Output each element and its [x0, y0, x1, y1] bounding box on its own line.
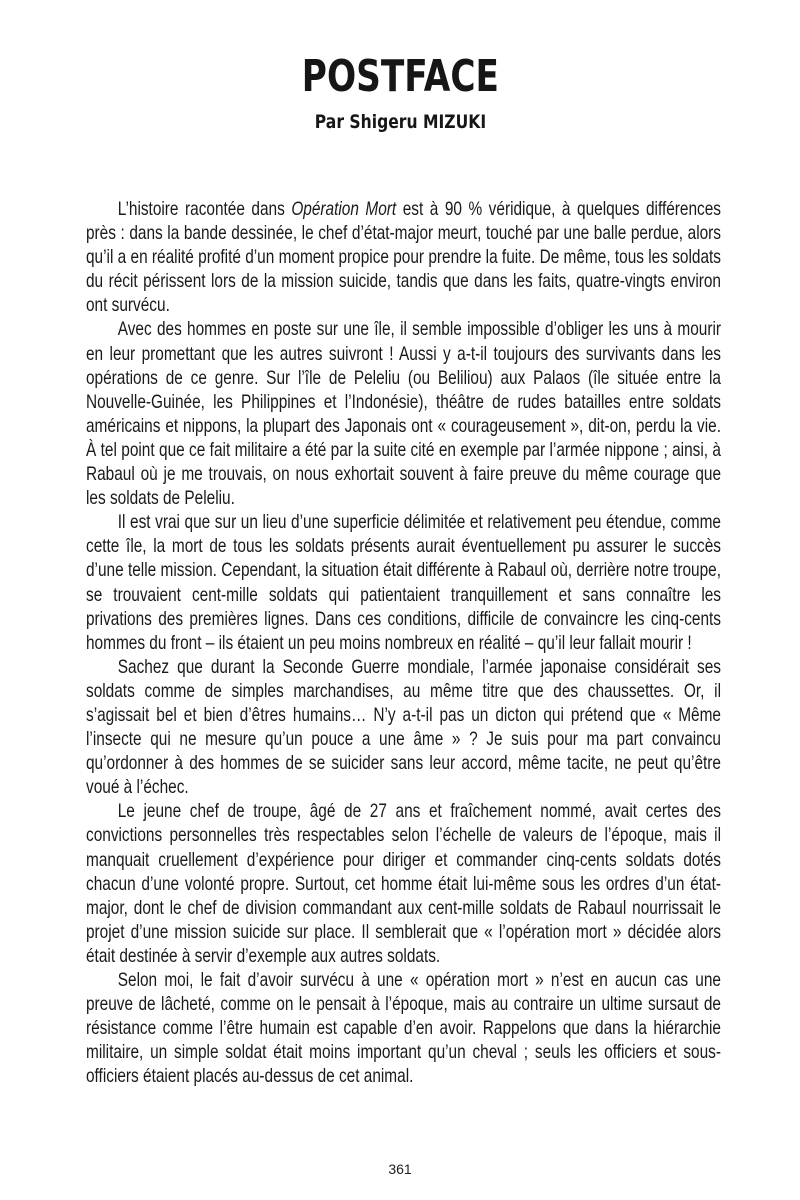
paragraph-3: Il est vrai que sur un lieu d’une superficie délimitée et relativement peu étendue, comme cette île, la mort de tous les soldats présents aurait éventuellement pu assurer le succès d’une telle mission. Cependant, la situation était différente à Rabaul où, derrière notre troupe, se trouvaient cent-mille soldats qui patientaient tranquillement et sans connaître les privations des premières lignes. Dans ces conditions, difficile de convaincre les cinq-cents hommes du front – ils étaient un peu moins nombreux en réalité – qu’il leur fallait mourir !: [86, 511, 721, 654]
paragraph-4: Sachez que durant la Seconde Guerre mondiale, l’armée japonaise considérait ses soldats comme de simples marchandises, au même titre que des chaussettes. Or, il s’agissait bel et bien d’êtres humains… N’y a-t-il pas un dicton qui prétend que « Même l’insecte qui ne mesure qu’un pouce a une âme » ? Je suis pour ma part convaincu qu’ordonner à des hommes de se suicider sans leur accord, même tacite, ne peut qu’être voué à l’échec.: [86, 655, 721, 799]
book-title-italic: Opération Mort: [291, 198, 397, 220]
paragraph-1: [86, 197, 721, 317]
body-text-inner: [86, 197, 721, 1088]
paragraph-5: Le jeune chef de troupe, âgé de 27 ans et fraîchement nommé, avait certes des convictions personnelles très respectables selon l’échelle de valeurs de l’époque, mais il manquait cruellement d’expérience pour diriger et commander cinq-cents soldats dotés chacun d’une volonté propre. Surtout, cet homme était lui-même sous les ordres d’un état-major, dont le chef de division commandant aux cent-mille soldats de Rabaul nourrissait le projet d’une mission suicide sur place. Il semblerait que « l’opération mort » décidée alors était destinée à servir d’exemple aux autres soldats.: [86, 800, 721, 967]
body-text: [86, 197, 721, 1117]
header: [0, 50, 800, 134]
paragraph-1-before: L’histoire racontée dans: [117, 198, 292, 220]
paragraph-1-after: est à 90 % véridique, à quelques différences près : dans la bande dessinée, le chef d’état-major meurt, touché par une balle perdue, alors qu’il a en réalité profité d’un moment propice pour prendre la fuite. De même, tous les soldats du récit périssent lors de la mission suicide, tandis que dans les faits, quatre-vingts environ ont survécu.: [86, 198, 722, 317]
paragraph-2: Avec des hommes en poste sur une île, il semble impossible d’obliger les uns à mourir en leur promettant que les autres suivront ! Aussi y a-t-il toujours des survivants dans les opérations de ce genre. Sur l’île de Peleliu (ou Beliliou) aux Palaos (île située entre la Nouvelle-Guinée, les Philippines et l’Indonésie), théâtre de rudes batailles entre soldats américains et nippons, la plupart des Japonais ont « courageusement », dit-on, perdu la vie. À tel point que ce fait militaire a été par la suite cité en exemple par l’armée nippone ; ainsi, à Rabaul où je me trouvais, on nous exhortait souvent à faire preuve du même courage que les soldats de Peleliu.: [86, 318, 721, 510]
page-number: 361: [388, 1161, 412, 1177]
page-title: POSTFACE: [301, 51, 499, 102]
paragraph-6: Selon moi, le fait d’avoir survécu à une « opération mort » n’est en aucun cas une preuve de lâcheté, comme on le pensait à l’époque, mais au contraire un ultime sursaut de résistance comme l’être humain est capable d’en avoir. Rappelons que dans la hiérarchie militaire, un simple soldat était moins important qu’un cheval ; seuls les officiers et sous-officiers étaient placés au-dessus de cet animal.: [86, 969, 721, 1088]
author-byline: Par Shigeru MIZUKI: [314, 111, 486, 133]
